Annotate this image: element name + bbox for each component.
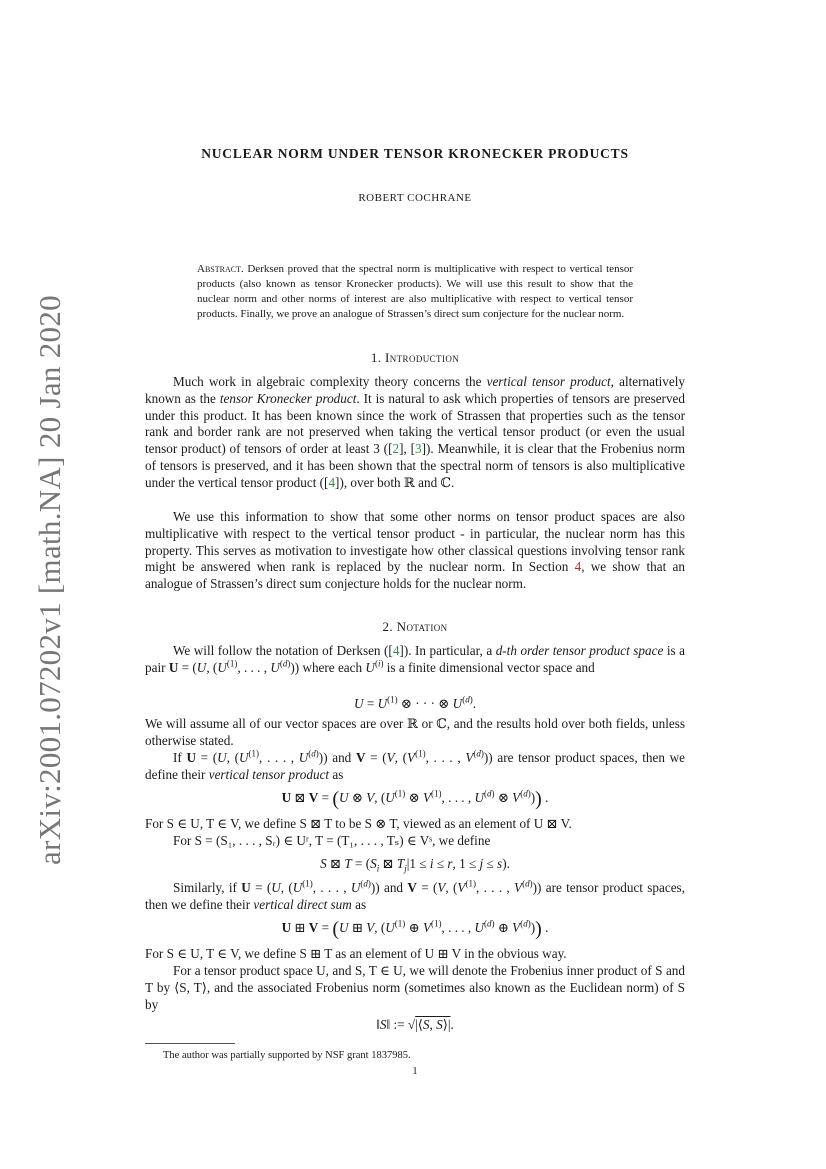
abstract: [197, 262, 633, 322]
notation-paragraph-5: For S = (S₁, . . . , Sᵣ) ∈ Uʳ, T = (T₁, . . . , Tₛ) ∈ Vˢ, we define: [173, 833, 491, 848]
page-number: 1: [412, 1066, 418, 1077]
notation-paragraph-3: If U = (U, ($U^{(1)}$, . . . , $U^{(d)}$)) and V = (V, ($V^{(1)}$, . . . , $V^{(d)}$)) are tensor product spaces, then we define their vertical tensor product as: [145, 748, 685, 782]
section-heading-notation: 2. Notation: [382, 619, 448, 634]
equation-vertical-direct-sum: U ⊞ V = (U ⊞ V, ($U^{(1)}$ ⊕ $V^{(1)}$, . . . , $U^{(d)}$ ⊕ $V^{(d)}$)) .: [281, 918, 549, 940]
citation-link[interactable]: 3: [414, 441, 422, 457]
arxiv-stamp: arXiv:2001.07202v1 [math.NA] 20 Jan 2020: [32, 295, 67, 865]
notation-paragraph-6: Similarly, if U = (U, ($U^{(1)}$, . . . , $U^{(d)}$)) and V = (V, ($V^{(1)}$, . . . , $V^{(d)}$)) are tensor product spaces, then we define their vertical direct sum as: [145, 878, 685, 912]
citation-link[interactable]: 2: [392, 441, 400, 457]
abstract-label: Abstract.: [197, 263, 244, 275]
notation-paragraph-4: For S ∈ U, T ∈ V, we define S ⊠ T to be S ⊗ T, viewed as an element of U ⊠ V.: [145, 816, 572, 831]
footnote: The author was partially supported by NSF grant 1837985.: [163, 1050, 411, 1061]
paper-author: ROBERT COCHRANE: [358, 192, 472, 204]
equation-frobenius-norm: ‖S‖ := √|⟨S, S⟩|.: [376, 1017, 454, 1032]
notation-paragraph-7: For S ∈ U, T ∈ V, we define S ⊞ T as an element of U ⊞ V in the obvious way.: [145, 946, 567, 961]
footnote-rule: [145, 1043, 235, 1044]
notation-paragraph-2: We will assume all of our vector spaces are over ℝ or ℂ, and the results hold over both fields, unless otherwise stated.: [145, 716, 685, 748]
section-link[interactable]: 4: [574, 559, 582, 575]
paper-title: NUCLEAR NORM UNDER TENSOR KRONECKER PRODUCTS: [201, 146, 629, 161]
equation-vertical-tensor-product: U ⊠ V = (U ⊗ V, ($U^{(1)}$ ⊗ $V^{(1)}$, . . . , $U^{(d)}$ ⊗ $V^{(d)}$)) .: [281, 788, 549, 810]
notation-paragraph-8: For a tensor product space U, and S, T ∈ U, we will denote the Frobenius inner product of S and T by ⟨S, T⟩, and the associated Frobenius norm (sometimes also known as the Euclidean norm) of S by: [145, 963, 685, 1012]
intro-paragraph-2: We use this information to show that some other norms on tensor product spaces are also multiplicative with respect to the vertical tensor product - in particular, the nuclear norm has this property. This serves as motivation to investigate how other classical questions involving tensor rank might be answered when rank is replaced by the nuclear norm. In Section 4, we show that an analogue of Strassen’s direct sum conjecture holds for the nuclear norm.: [145, 509, 685, 592]
equation-box-product-tuples: S ⊠ $T = (S_i$ ⊠ $T_j|1 \le i \le r$, 1 ≤ j ≤ s).: [320, 856, 510, 874]
section-heading-introduction: 1. Introduction: [370, 350, 460, 365]
abstract-text: Derksen proved that the spectral norm is multiplicative with respect to vertical tensor products (also known as tensor Kronecker products). We will use this result to show that the nuclear norm and other norms of interest are also multiplicative with respect to vertical tensor products. Finally, we prove an analogue of Strassen’s direct sum conjecture for the nuclear norm.: [197, 263, 634, 321]
intro-paragraph-1: Much work in algebraic complexity theory concerns the vertical tensor product, alternatively known as the tensor Kronecker product. It is natural to ask which properties of tensors are preserved under this product. It has been known since the work of Strassen that properties such as the tensor rank and border rank are not preserved when taking the vertical tensor product (or even the usual tensor product) of tensors of order at least 3 ([2], [3]). Meanwhile, it is clear that the Frobenius norm of tensors is preserved, and it has been shown that the spectral norm of tensors is also multiplicative under the vertical tensor product ([4]), over both ℝ and ℂ.: [145, 374, 686, 490]
notation-paragraph-1: We will follow the notation of Derksen ([4]). In particular, a d-th order tensor product space is a pair U = (U, ($U^{(1)}$, . . . , $U^{(d)}$)) where each $U^{(i)}$ is a finite dimensional vector space and: [145, 643, 686, 675]
equation-tensor-space: $U = U^{(1)}$ ⊗ · · · ⊗ $U^{(d)}$.: [354, 694, 476, 711]
citation-link[interactable]: 4: [328, 474, 336, 490]
citation-link[interactable]: 4: [392, 643, 400, 658]
